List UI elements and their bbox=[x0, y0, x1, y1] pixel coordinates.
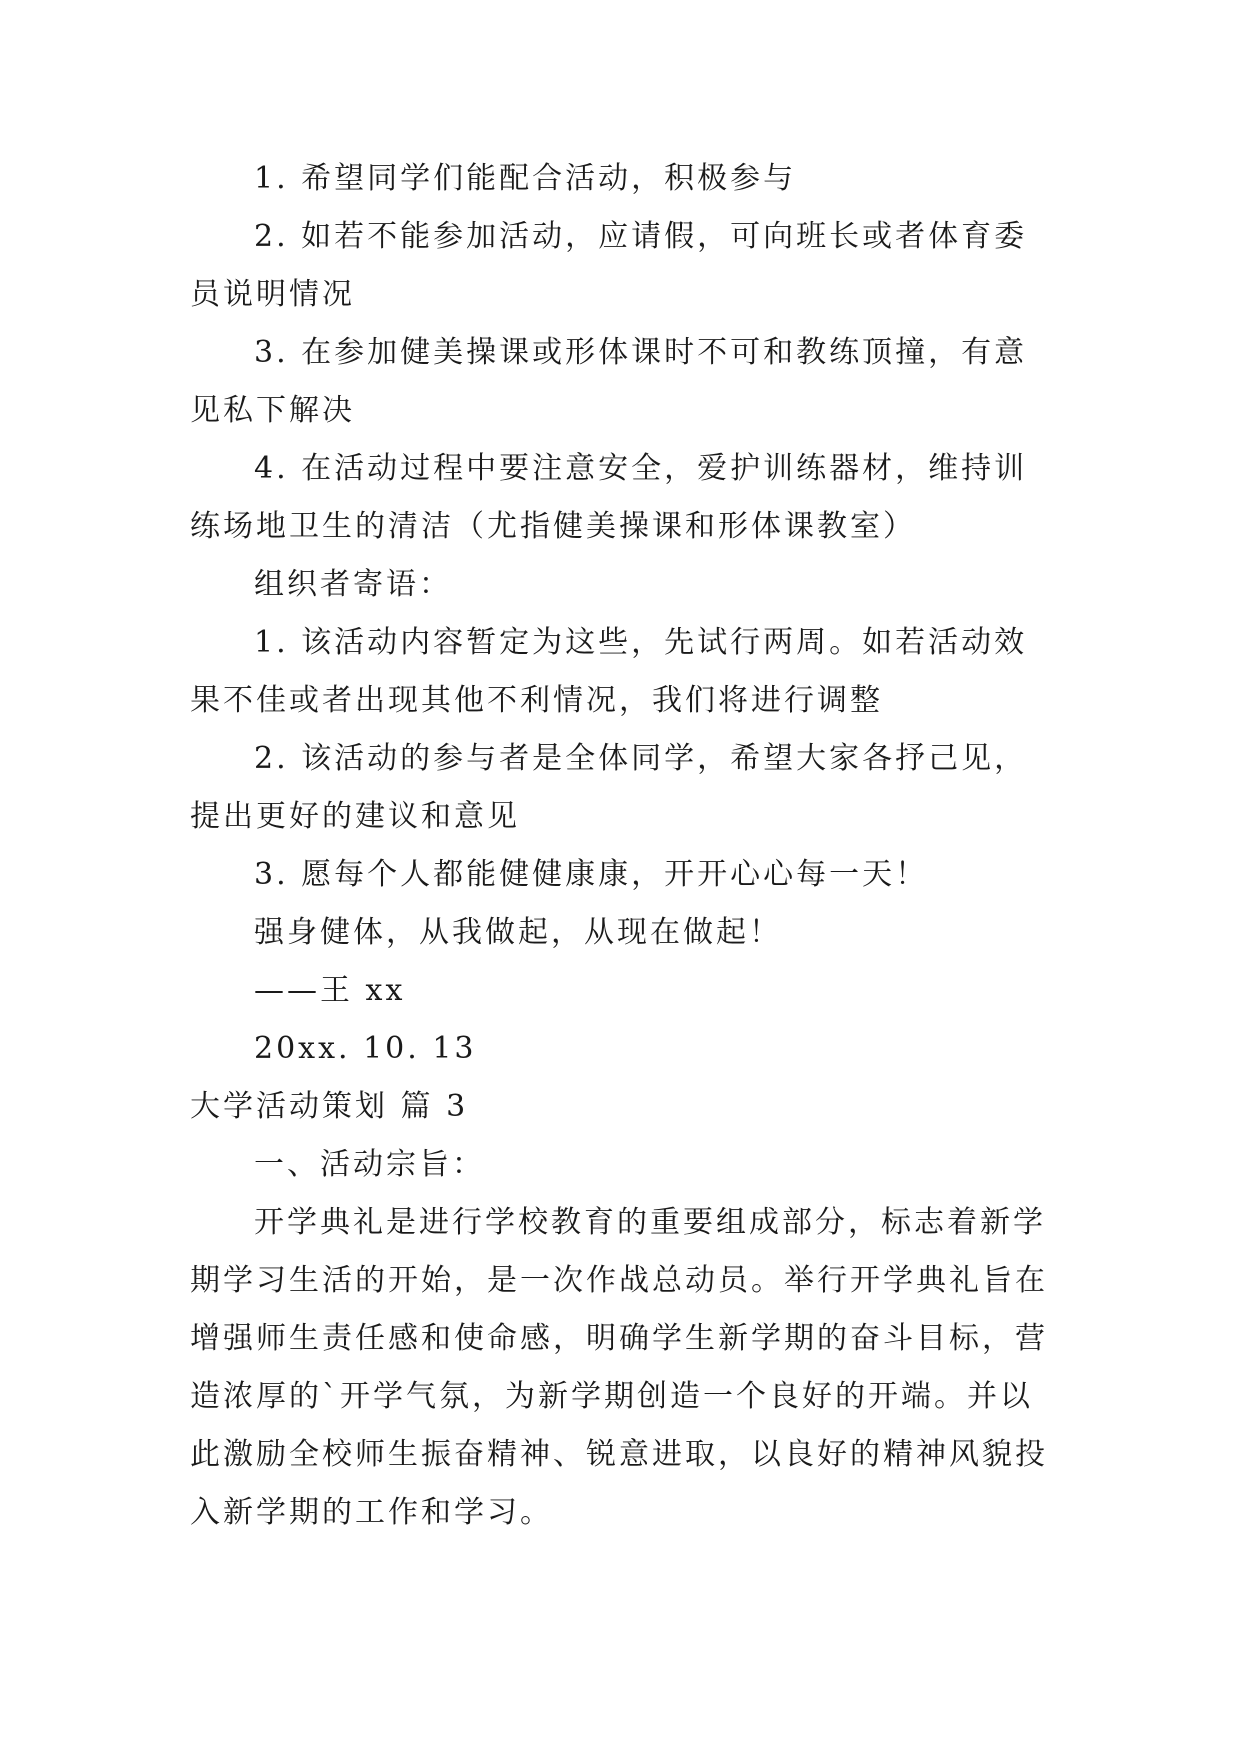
organizer-message-heading: 组织者寄语： bbox=[254, 567, 452, 602]
signature: ——王 xx bbox=[254, 973, 406, 1008]
purpose-heading: 一、活动宗旨： bbox=[254, 1147, 485, 1182]
document-page bbox=[190, 150, 1052, 1542]
purpose-body: 开学典礼是进行学校教育的重要组成部分，标志着新学期学习生活的开始，是一次作战总动员。举行开学典礼旨在增强师生责任感和使命感，明确学生新学期的奋斗目标，营造浓厚的`开学气氛，为新学期创造一个良好的开端。并以此激励全校师生振奋精神、锐意进取，以良好的精神风貌投入新学期的工作和学习。 bbox=[190, 1205, 1048, 1530]
message-item-1: 1. 该活动内容暂定为这些，先试行两周。如若活动效果不佳或者出现其他不利情况，我们将进行调整 bbox=[190, 625, 1028, 718]
section-title: 大学活动策划 篇 3 bbox=[190, 1089, 469, 1124]
message-item-2: 2. 该活动的参与者是全体同学，希望大家各抒己见，提出更好的建议和意见 bbox=[190, 741, 1028, 834]
rule-item-2: 2. 如若不能参加活动，应请假，可向班长或者体育委员说明情况 bbox=[190, 219, 1028, 312]
date: 20xx. 10. 13 bbox=[254, 1031, 477, 1066]
rule-item-3: 3. 在参加健美操课或形体课时不可和教练顶撞，有意见私下解决 bbox=[190, 335, 1028, 428]
message-item-3: 3. 愿每个人都能健健康康，开开心心每一天！ bbox=[254, 857, 929, 892]
rule-item-1: 1. 希望同学们能配合活动，积极参与 bbox=[254, 161, 797, 196]
slogan: 强身健体，从我做起，从现在做起！ bbox=[254, 915, 782, 950]
rule-item-4: 4. 在活动过程中要注意安全，爱护训练器材，维持训练场地卫生的清洁（尤指健美操课和形体课教室） bbox=[190, 451, 1028, 544]
